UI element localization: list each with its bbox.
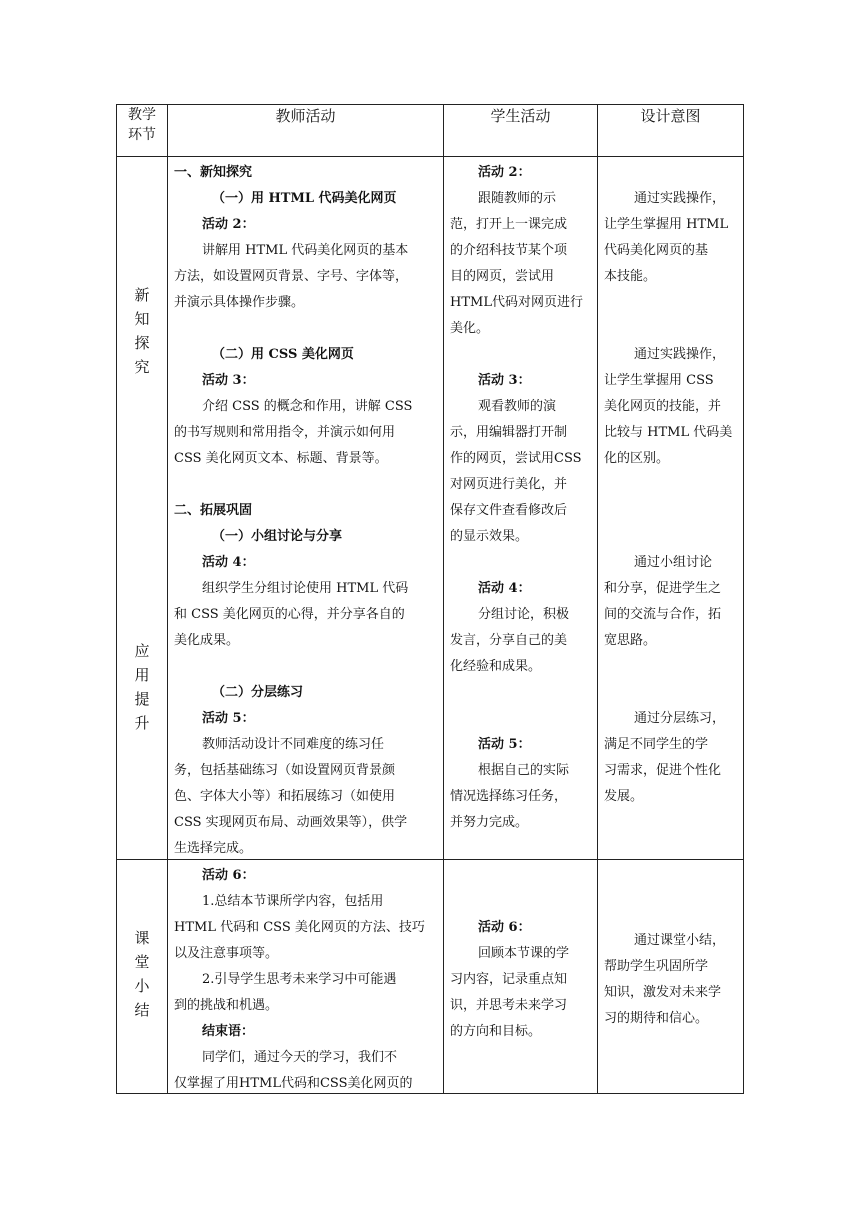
teacher-text: 务，包括基础练习（如设置网页背景颜 [174,763,396,778]
stage-label-explore [117,283,167,379]
stage-cell-summary [117,860,168,1094]
teacher-summary-cell [168,860,444,1094]
student-text: 示，用编辑器打开制 [450,425,568,440]
teacher-activity-2-label: 活动 2： [202,217,255,232]
intent-text: 比较与 HTML 代码美 [604,425,733,440]
header-student: 学生活动 [444,105,598,157]
teacher-summary-text: 2.引导学生思考未来学习中可能遇 [202,972,397,987]
intent-text: 间的交流与合作，拓 [604,607,722,622]
student-text: 保存文件查看修改后 [450,503,568,518]
student-text: 根据自己的实际 [478,763,570,778]
intent-text: 通过实践操作， [634,191,726,206]
intent-text: 让学生掌握用 HTML [604,217,729,232]
stage-text-apply: 应用提升 [134,642,150,732]
teacher-section-1-title: 一、新知探究 [174,165,253,180]
teacher-summary-text: 同学们，通过今天的学习，我们不 [202,1050,398,1065]
teacher-text: 介绍 CSS 的概念和作用，讲解 CSS [202,399,413,414]
intent-summary-text: 知识，激发对未来学 [604,985,722,1000]
closing-remark-label: 结束语： [202,1024,255,1039]
student-text: 跟随教师的示 [478,191,557,206]
teacher-activity-4-label: 活动 4： [202,555,255,570]
intent-summary-cell [598,860,744,1094]
stage-text-summary: 课堂小结 [134,929,150,1019]
intent-text: 化的区别。 [604,451,670,466]
student-text: 的介绍科技节某个项 [450,243,568,258]
teacher-activity-3-label: 活动 3： [202,373,255,388]
student-activity-2-label: 活动 2： [478,165,531,180]
teacher-text: 和 CSS 美化网页的心得，并分享各自的 [174,607,405,622]
teacher-subsection-2-2: （二）分层练习 [212,685,304,700]
lesson-plan-table [116,104,744,1094]
header-intent: 设计意图 [598,105,744,157]
student-text: 情况选择练习任务， [450,789,568,804]
student-text: 分组讨论，积极 [478,607,570,622]
intent-text: 本技能。 [604,269,657,284]
teacher-text: CSS 美化网页文本、标题、背景等。 [174,451,388,466]
intent-text: 通过分层练习， [634,711,726,726]
intent-text: 通过小组讨论 [634,555,713,570]
student-summary-cell [444,860,598,1094]
student-text: 的显示效果。 [450,529,529,544]
teacher-text: 组织学生分组讨论使用 HTML 代码 [202,581,409,596]
teacher-subsection-2-1: （一）小组讨论与分享 [212,529,343,544]
student-text: 并努力完成。 [450,815,529,830]
teacher-text: 色、字体大小等）和拓展练习（如使用 [174,789,396,804]
teacher-text: 生选择完成。 [174,841,253,856]
teacher-summary-text: 仅掌握了用HTML代码和CSS美化网页的 [174,1076,413,1091]
intent-text: 习需求，促进个性化 [604,763,722,778]
intent-text: 代码美化网页的基 [604,243,709,258]
teacher-text: 教师活动设计不同难度的练习任 [202,737,385,752]
student-activity-3-label: 活动 3： [478,373,531,388]
stage-cell-main [117,157,168,860]
teacher-subsection-1-1: （一）用 HTML 代码美化网页 [212,191,397,206]
teacher-section-2-title: 二、拓展巩固 [174,503,253,518]
student-activity-cell [444,157,598,860]
student-activity-6-label: 活动 6： [478,920,531,935]
teacher-summary-text: 1.总结本节课所学内容，包括用 [202,894,384,909]
student-activity-4-label: 活动 4： [478,581,531,596]
student-text: HTML代码对网页进行 [450,295,583,310]
teacher-summary-text: 以及注意事项等。 [174,946,279,961]
student-text: 观看教师的演 [478,399,557,414]
summary-row [117,860,744,1094]
student-text: 目的网页，尝试用 [450,269,555,284]
student-text: 范，打开上一课完成 [450,217,568,232]
teacher-activity-6-label: 活动 6： [202,868,255,883]
stage-text-explore: 新知探究 [134,286,150,376]
teacher-activity-cell [168,157,444,860]
intent-text: 让学生掌握用 CSS [604,373,714,388]
teacher-text: 讲解用 HTML 代码美化网页的基本 [202,243,409,258]
teacher-summary-text: 到的挑战和机遇。 [174,998,279,1013]
teacher-text: 方法，如设置网页背景、字号、字体等， [174,269,409,284]
lesson-plan-sheet [116,104,743,1091]
student-text: 美化。 [450,321,490,336]
teacher-text: 并演示具体操作步骤。 [174,295,305,310]
header-row [117,105,744,157]
main-row [117,157,744,860]
header-stage: 教学环节 [117,105,168,157]
intent-summary-text: 帮助学生巩固所学 [604,959,709,974]
teacher-text: 美化成果。 [174,633,240,648]
intent-summary-text: 习的期待和信心。 [604,1011,709,1026]
intent-summary-text: 通过课堂小结， [634,933,726,948]
student-summary-text: 的方向和目标。 [450,1024,542,1039]
stage-label-apply [117,639,167,735]
intent-text: 满足不同学生的学 [604,737,709,752]
stage-label-summary [117,926,167,1022]
intent-text: 宽思路。 [604,633,657,648]
intent-text: 发展。 [604,789,644,804]
teacher-activity-5-label: 活动 5： [202,711,255,726]
student-text: 发言，分享自己的美 [450,633,568,648]
student-summary-text: 回顾本节课的学 [478,946,570,961]
intent-text: 美化网页的技能，并 [604,399,722,414]
student-summary-text: 习内容，记录重点知 [450,972,568,987]
intent-text: 通过实践操作， [634,347,726,362]
teacher-summary-text: HTML 代码和 CSS 美化网页的方法、技巧 [174,920,425,935]
student-activity-5-label: 活动 5： [478,737,531,752]
teacher-text: 的书写规则和常用指令，并演示如何用 [174,425,396,440]
student-text: 对网页进行美化，并 [450,477,568,492]
intent-text: 和分享，促进学生之 [604,581,722,596]
student-text: 化经验和成果。 [450,659,542,674]
student-summary-text: 识，并思考未来学习 [450,998,568,1013]
design-intent-cell [598,157,744,860]
teacher-text: CSS 实现网页布局、动画效果等），供学 [174,815,408,830]
teacher-subsection-1-2: （二）用 CSS 美化网页 [212,347,354,362]
student-text: 作的网页，尝试用CSS [450,451,582,466]
header-teacher: 教师活动 [168,105,444,157]
